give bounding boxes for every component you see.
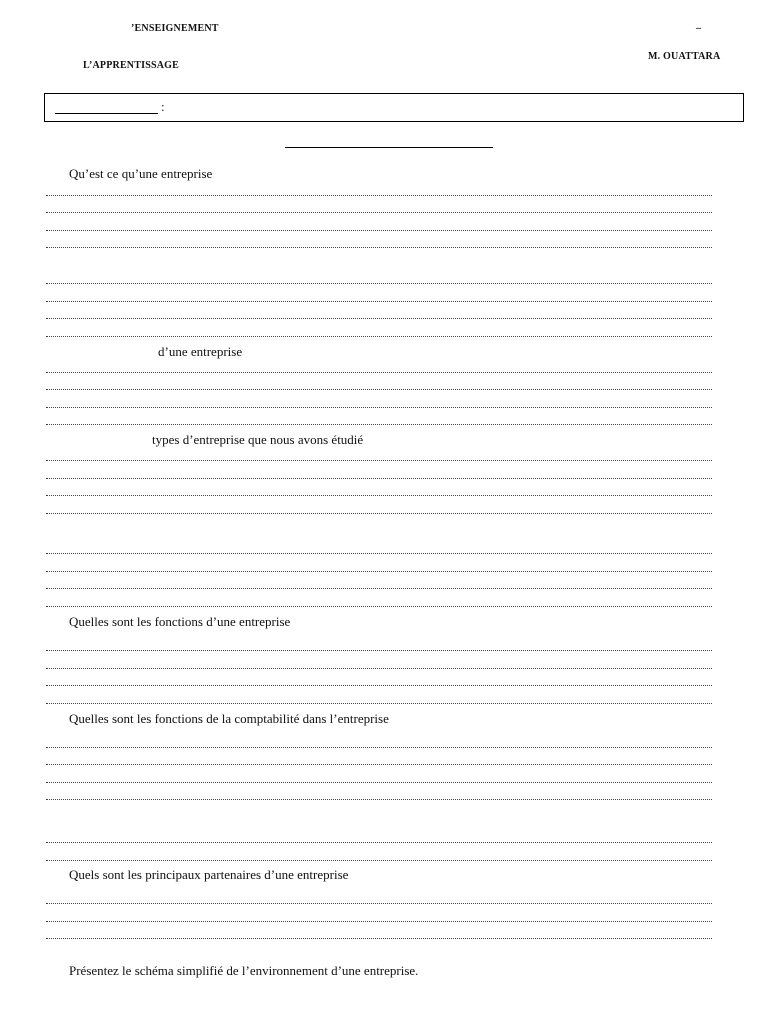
answer-line[interactable] xyxy=(46,389,712,390)
teacher-name: M. OUATTARA xyxy=(648,51,721,62)
answer-line[interactable] xyxy=(46,606,712,607)
answer-line[interactable] xyxy=(46,921,712,922)
answer-line[interactable] xyxy=(46,407,712,408)
answer-line[interactable] xyxy=(46,336,712,337)
answer-line[interactable] xyxy=(46,799,712,800)
question-7: Présentez le schéma simplifié de l’environnement d’une entreprise. xyxy=(69,963,419,978)
answer-line[interactable] xyxy=(46,372,712,373)
answer-line[interactable] xyxy=(46,764,712,765)
answer-line[interactable] xyxy=(46,495,712,496)
answer-line[interactable] xyxy=(46,513,712,514)
student-name-box[interactable] xyxy=(44,93,744,122)
answer-line[interactable] xyxy=(46,668,712,669)
question-1: Qu’est ce qu’une entreprise xyxy=(69,166,213,181)
header-apprentissage: L’APPRENTISSAGE xyxy=(83,60,179,71)
answer-line[interactable] xyxy=(46,685,712,686)
header-dash: – xyxy=(696,23,702,34)
answer-line[interactable] xyxy=(46,553,712,554)
question-6: Quels sont les principaux partenaires d’une entreprise xyxy=(69,867,349,882)
answer-line[interactable] xyxy=(46,195,712,196)
answer-line[interactable] xyxy=(46,230,712,231)
question-2: d’une entreprise xyxy=(158,344,243,359)
question-5: Quelles sont les fonctions de la comptabilité dans l’entreprise xyxy=(69,711,389,726)
answer-line[interactable] xyxy=(46,460,712,461)
title-underline xyxy=(285,147,493,148)
answer-line[interactable] xyxy=(46,247,712,248)
answer-line[interactable] xyxy=(46,283,712,284)
answer-line[interactable] xyxy=(46,301,712,302)
answer-line[interactable] xyxy=(46,782,712,783)
answer-line[interactable] xyxy=(46,212,712,213)
answer-line[interactable] xyxy=(46,478,712,479)
answer-line[interactable] xyxy=(46,938,712,939)
answer-line[interactable] xyxy=(46,903,712,904)
question-3: types d’entreprise que nous avons étudié xyxy=(152,432,364,447)
answer-line[interactable] xyxy=(46,318,712,319)
question-4: Quelles sont les fonctions d’une entreprise xyxy=(69,614,291,629)
answer-line[interactable] xyxy=(46,424,712,425)
answer-line[interactable] xyxy=(46,703,712,704)
answer-line[interactable] xyxy=(46,588,712,589)
answer-line[interactable] xyxy=(46,571,712,572)
answer-line[interactable] xyxy=(46,747,712,748)
answer-line[interactable] xyxy=(46,842,712,843)
name-blank-line xyxy=(55,113,158,114)
answer-line[interactable] xyxy=(46,650,712,651)
name-colon: : xyxy=(161,99,165,114)
answer-line[interactable] xyxy=(46,860,712,861)
header-enseignement: ’ENSEIGNEMENT xyxy=(131,23,219,34)
